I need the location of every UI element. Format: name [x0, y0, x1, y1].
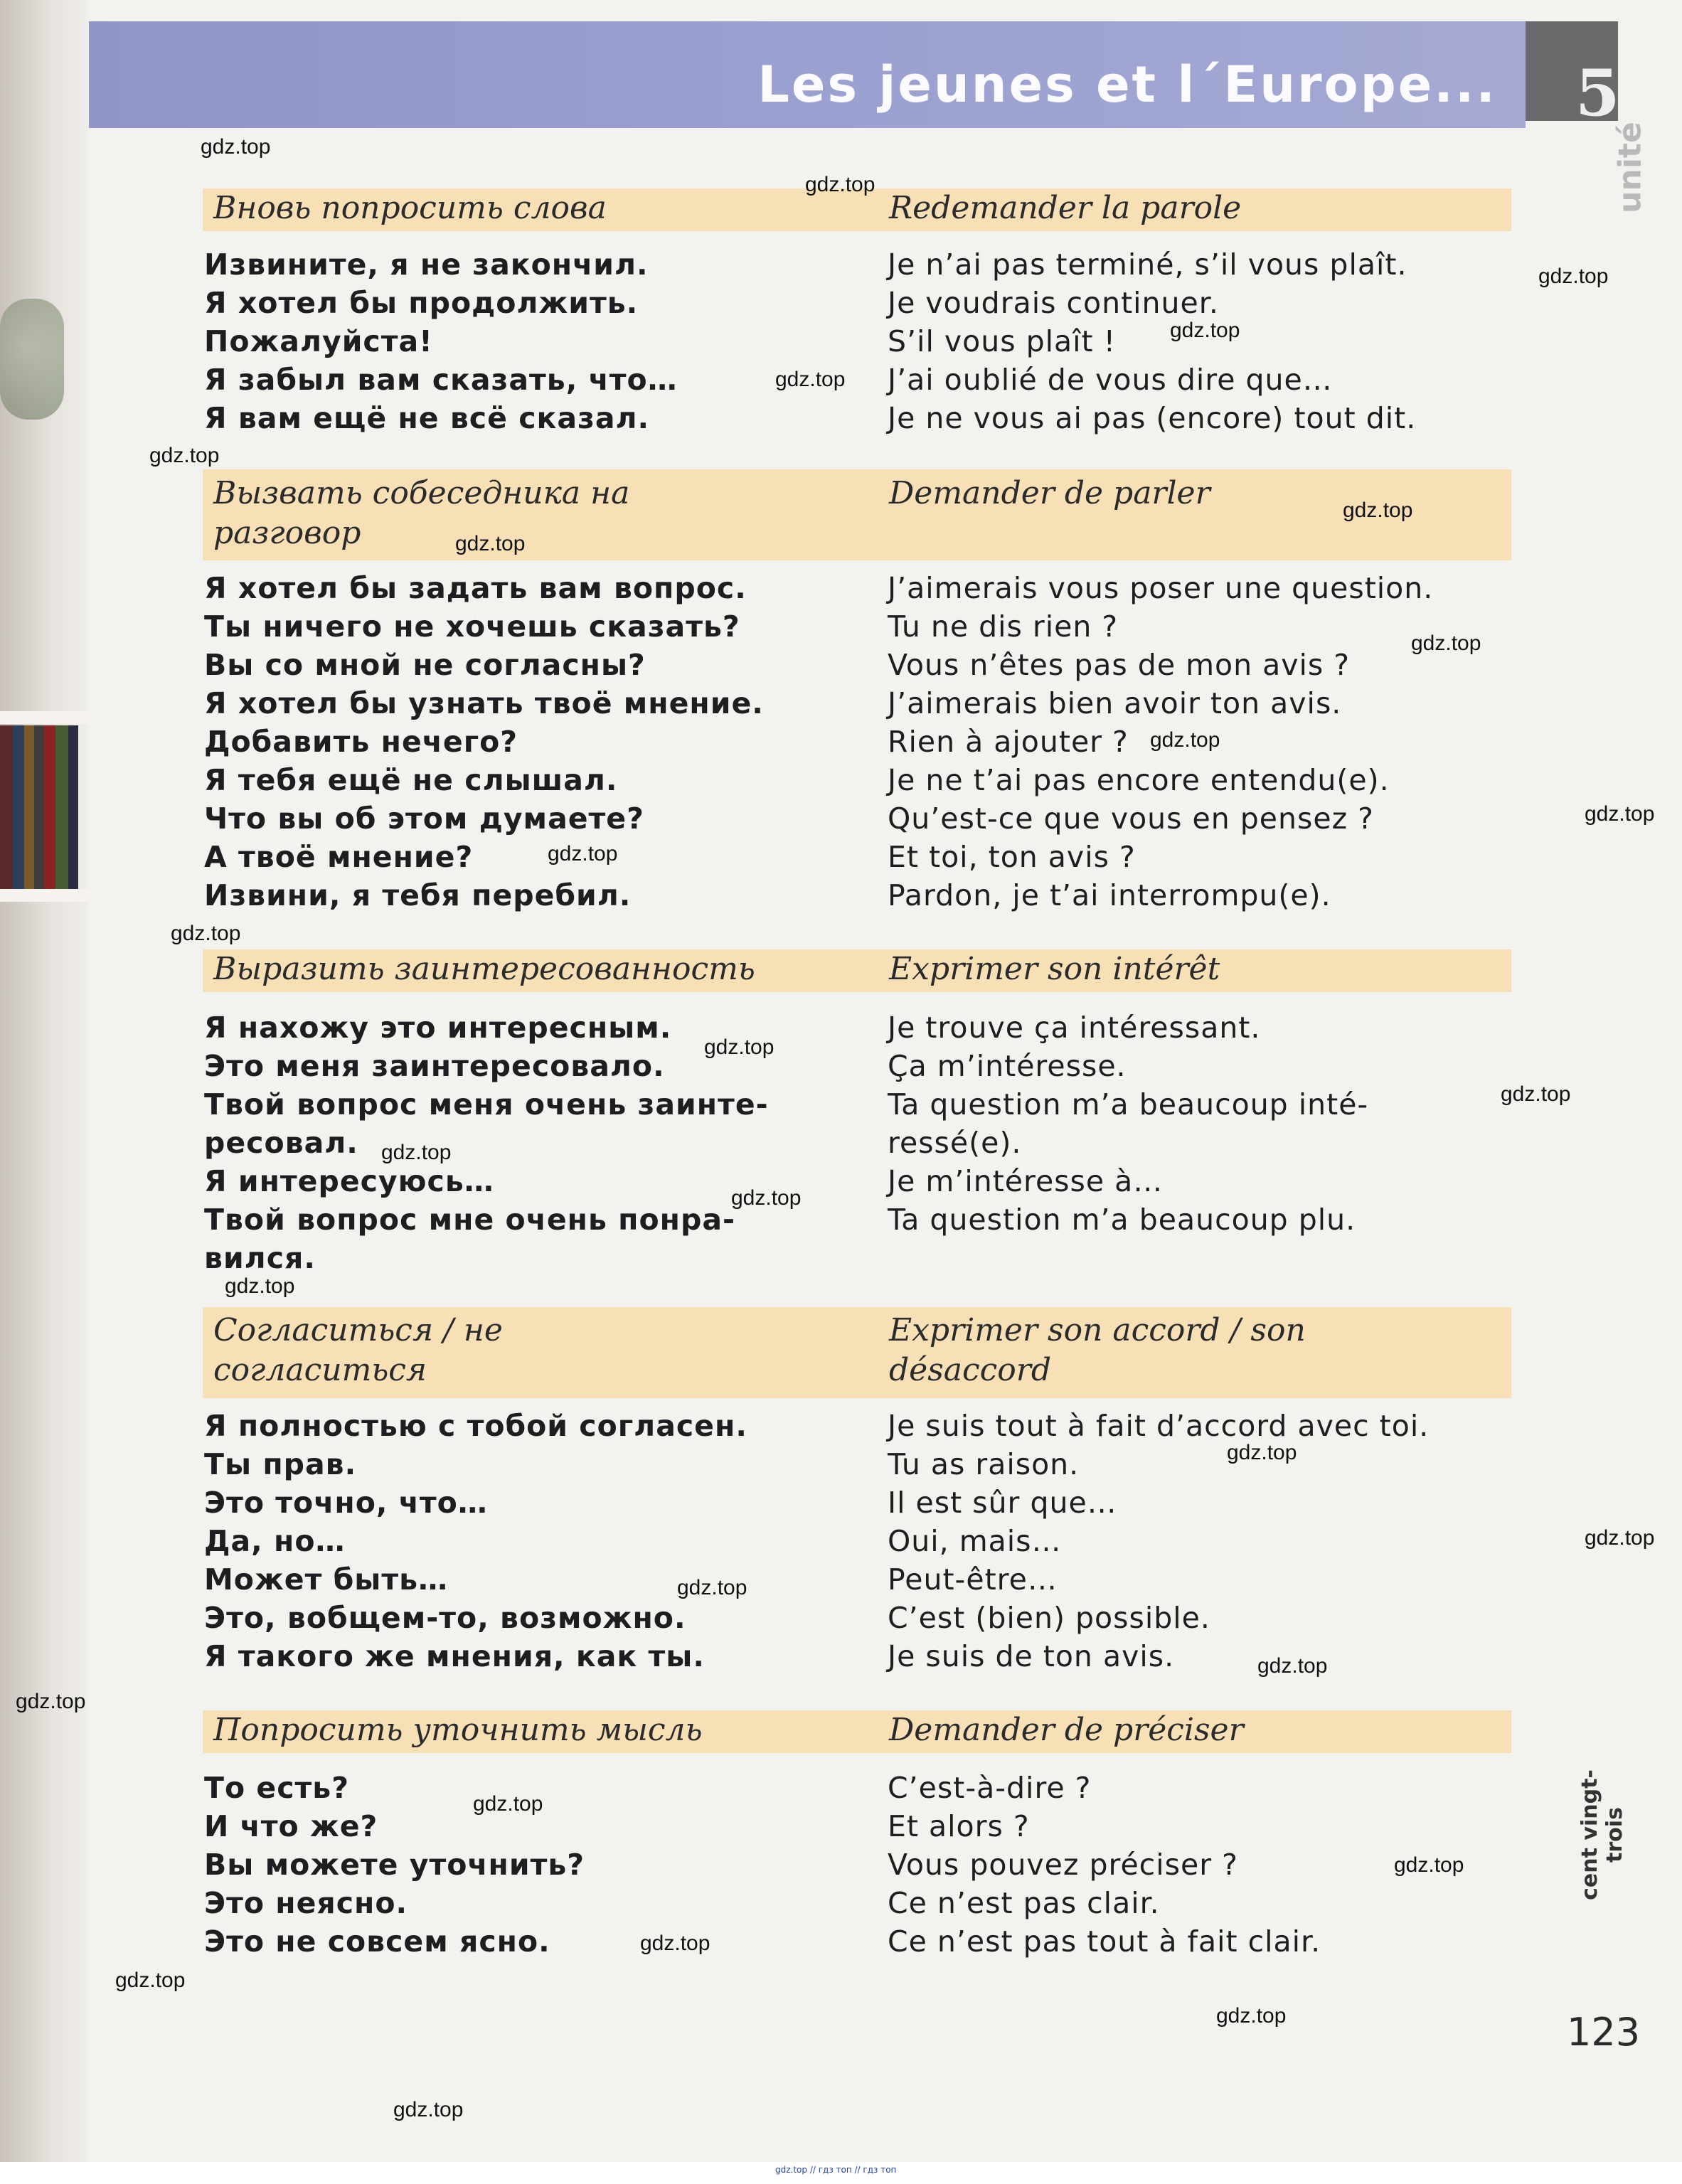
watermark: gdz.top — [775, 368, 846, 391]
phrase-ru: А твоё мнение? — [204, 840, 474, 874]
phrase-fr: Tu ne dis rien ? — [888, 609, 1119, 644]
section-title-ru: Выразить заинтересованность — [213, 951, 755, 987]
phrase-fr: Je ne t’ai pas encore entendu(e). — [888, 763, 1390, 797]
watermark: gdz.top — [171, 922, 241, 945]
watermark: gdz.top — [1394, 1853, 1464, 1877]
phrase-fr: Oui, mais… — [888, 1524, 1062, 1558]
phrase-fr: Ce n’est pas tout à fait clair. — [888, 1924, 1321, 1959]
plant-photo — [0, 299, 64, 420]
phrase-ru: Пожалуйста! — [204, 324, 433, 358]
section-title-ru: Согласиться / не согласиться — [213, 1312, 503, 1388]
section-title-ru: Вызвать собеседника на разговор — [213, 475, 630, 551]
watermark: gdz.top — [640, 1932, 710, 1955]
page-title: Les jeunes et l´Europe... — [757, 55, 1497, 114]
phrase-ru: Я забыл вам сказать, что… — [204, 363, 678, 397]
phrase-ru: Ты ничего не хочешь сказать? — [204, 609, 740, 644]
phrase-ru: Добавить нечего? — [204, 725, 518, 759]
phrase-fr: Rien à ajouter ? — [888, 725, 1129, 759]
bookshelf-shelf — [0, 711, 89, 724]
section-title-fr: Exprimer son intérêt — [889, 951, 1220, 987]
watermark: gdz.top — [393, 2098, 464, 2121]
phrase-ru: Это неясно. — [204, 1886, 408, 1920]
phrase-ru: Я полностью с тобой согласен. — [204, 1409, 747, 1443]
phrase-fr: Vous pouvez préciser ? — [888, 1848, 1238, 1882]
phrase-ru: Что вы об этом думаете? — [204, 801, 644, 836]
phrase-ru: Я хотел бы узнать твоё мнение. — [204, 686, 764, 720]
watermark: gdz.top — [805, 173, 875, 196]
watermark: gdz.top — [1170, 319, 1240, 342]
phrase-fr: Ce n’est pas clair. — [888, 1886, 1160, 1920]
phrase-fr: Je m’intéresse à… — [888, 1164, 1164, 1198]
phrase-ru: Твой вопрос мне очень понра- — [204, 1203, 736, 1237]
phrase-fr: Peut-être… — [888, 1562, 1058, 1597]
photo-strip — [0, 0, 89, 2162]
phrase-ru: Извини, я тебя перебил. — [204, 878, 632, 912]
phrase-fr: C’est (bien) possible. — [888, 1601, 1210, 1635]
watermark: gdz.top — [1343, 499, 1413, 522]
watermark: gdz.top — [704, 1035, 775, 1059]
phrase-fr: S’il vous plaît ! — [888, 324, 1117, 358]
phrase-fr: Je trouve ça intéressant. — [888, 1011, 1261, 1045]
phrase-fr: Ta question m’a beaucoup plu. — [888, 1203, 1356, 1237]
watermark: gdz.top — [16, 1690, 86, 1713]
phrase-ru: Я тебя ещё не слышал. — [204, 763, 618, 797]
phrase-fr: ressé(e). — [888, 1126, 1022, 1160]
phrase-ru: Да, но… — [204, 1524, 346, 1558]
watermark: gdz.top — [473, 1792, 543, 1816]
phrase-fr: J’aimerais vous poser une question. — [888, 571, 1434, 605]
phrase-ru: Я такого же мнения, как ты. — [204, 1639, 705, 1673]
page-number: 123 — [1567, 2010, 1641, 2055]
bottom-watermark: gdz.top // гдз топ // гдз топ — [775, 2165, 897, 2175]
watermark: gdz.top — [1501, 1082, 1571, 1106]
phrase-ru: И что же? — [204, 1809, 378, 1843]
phrase-ru: Твой вопрос меня очень заинте- — [204, 1087, 769, 1122]
watermark: gdz.top — [1150, 728, 1220, 752]
watermark: gdz.top — [677, 1576, 747, 1599]
phrase-fr: Je voudrais continuer. — [888, 286, 1219, 320]
bookshelf-shelf — [0, 889, 89, 902]
phrase-fr: Je suis de ton avis. — [888, 1639, 1175, 1673]
watermark: gdz.top — [1585, 1526, 1655, 1550]
unit-number: 5 — [1575, 55, 1620, 131]
phrase-fr: J’aimerais bien avoir ton avis. — [888, 686, 1342, 720]
phrase-fr: Qu’est-ce que vous en pensez ? — [888, 801, 1374, 836]
phrase-ru: вился. — [204, 1241, 316, 1275]
unit-label: unité — [1612, 122, 1649, 213]
page-number-words: cent vingt-trois — [1577, 1769, 1627, 1900]
phrase-ru: Я нахожу это интересным. — [204, 1011, 672, 1045]
phrase-ru: То есть? — [204, 1771, 349, 1805]
section-title-ru: Попросить уточнить мысль — [213, 1712, 703, 1748]
watermark: gdz.top — [548, 842, 618, 865]
watermark: gdz.top — [1411, 632, 1481, 655]
bookshelf-books — [0, 725, 78, 889]
phrase-ru: Это не совсем ясно. — [204, 1924, 550, 1959]
watermark: gdz.top — [115, 1969, 186, 1992]
phrase-fr: Je n’ai pas terminé, s’il vous plaît. — [888, 247, 1407, 282]
phrase-fr: Pardon, je t’ai interrompu(e). — [888, 878, 1331, 912]
watermark: gdz.top — [1216, 2004, 1287, 2028]
phrase-ru: Вы можете уточнить? — [204, 1848, 585, 1882]
phrase-ru: ресовал. — [204, 1126, 358, 1160]
phrase-ru: Это точно, что… — [204, 1486, 488, 1520]
phrase-fr: Vous n’êtes pas de mon avis ? — [888, 648, 1351, 682]
phrase-ru: Ты прав. — [204, 1447, 357, 1481]
phrase-ru: Я хотел бы продолжить. — [204, 286, 639, 320]
watermark: gdz.top — [225, 1274, 295, 1298]
watermark: gdz.top — [1227, 1441, 1297, 1464]
phrase-fr: C’est-à-dire ? — [888, 1771, 1092, 1805]
phrase-ru: Я интересуюсь… — [204, 1164, 494, 1198]
phrase-fr: Et toi, ton avis ? — [888, 840, 1136, 874]
phrase-fr: Il est sûr que… — [888, 1486, 1117, 1520]
phrase-ru: Извините, я не закончил. — [204, 247, 649, 282]
section-title-fr: Redemander la parole — [889, 190, 1242, 226]
phrase-fr: Et alors ? — [888, 1809, 1030, 1843]
watermark: gdz.top — [1585, 802, 1655, 826]
phrase-fr: Je suis tout à fait d’accord avec toi. — [888, 1409, 1430, 1443]
watermark: gdz.top — [1538, 265, 1609, 288]
section-title-fr: Demander de parler — [889, 475, 1210, 511]
phrase-ru: Я хотел бы задать вам вопрос. — [204, 571, 747, 605]
phrase-fr: J’ai oublié de vous dire que… — [888, 363, 1333, 397]
phrase-ru: Это, вобщем-то, возможно. — [204, 1601, 686, 1635]
section-title-fr: Demander de préciser — [889, 1712, 1244, 1748]
watermark: gdz.top — [1257, 1654, 1328, 1678]
watermark: gdz.top — [731, 1186, 802, 1210]
watermark: gdz.top — [455, 532, 526, 555]
phrase-ru: Вы со мной не согласны? — [204, 648, 646, 682]
phrase-fr: Je ne vous ai pas (encore) tout dit. — [888, 401, 1417, 435]
phrase-fr: Ça m’intéresse. — [888, 1049, 1127, 1083]
watermark: gdz.top — [149, 444, 220, 467]
phrase-fr: Ta question m’a beaucoup inté- — [888, 1087, 1369, 1122]
section-title-fr: Exprimer son accord / son désaccord — [889, 1312, 1306, 1388]
section-title-ru: Вновь попросить слова — [213, 190, 607, 226]
watermark: gdz.top — [201, 135, 271, 159]
phrase-ru: Я вам ещё не всё сказал. — [204, 401, 650, 435]
phrase-ru: Может быть… — [204, 1562, 449, 1597]
watermark: gdz.top — [381, 1141, 452, 1164]
phrase-ru: Это меня заинтересовало. — [204, 1049, 665, 1083]
phrase-fr: Tu as raison. — [888, 1447, 1080, 1481]
